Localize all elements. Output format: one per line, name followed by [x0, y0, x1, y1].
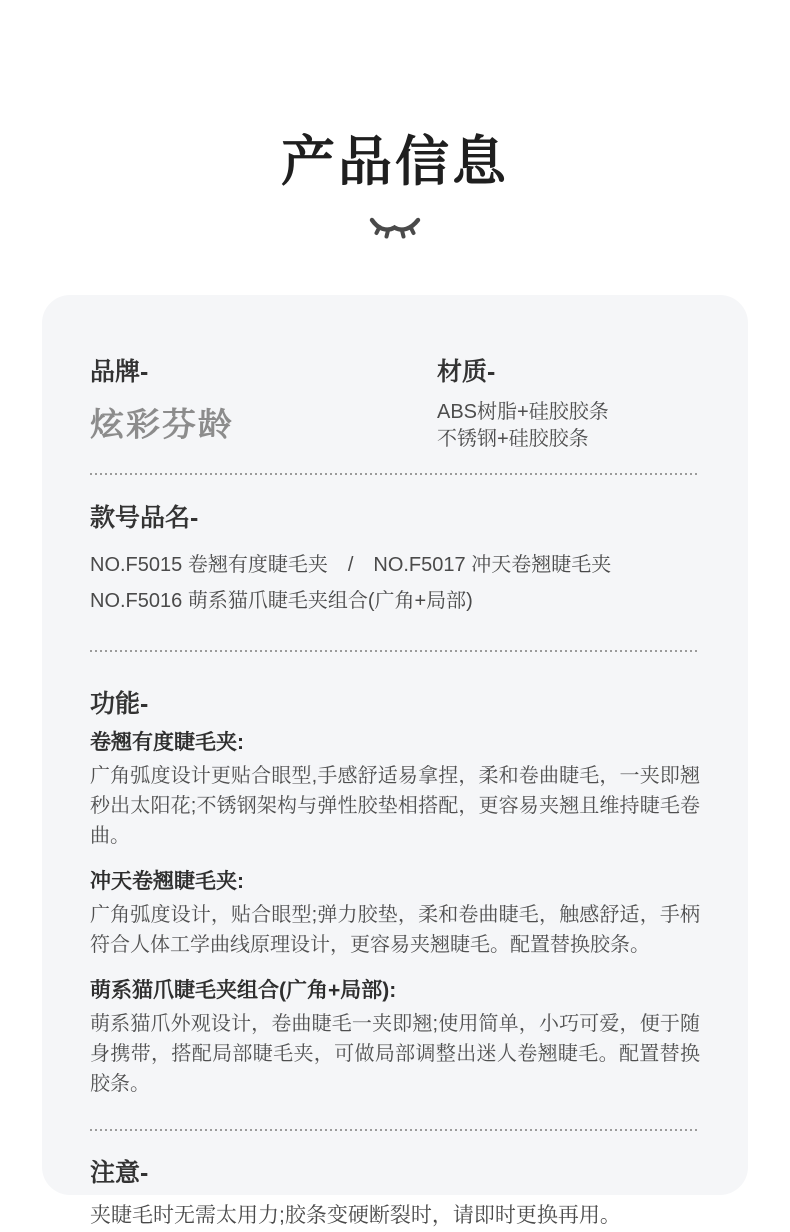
model-section [90, 503, 700, 619]
feature-item [90, 868, 700, 960]
notice-section [90, 1158, 700, 1231]
model-label: 款号品名- [90, 503, 199, 532]
product-info-card [42, 295, 748, 1227]
notice-text: 夹睫毛时无需太用力;胶条变硬断裂时，请即时更换再用。 [90, 1203, 621, 1227]
material-label: 材质- [437, 357, 496, 386]
material-line: 不锈钢+硅胶胶条 [437, 427, 589, 450]
brand-material-row [90, 357, 700, 453]
feature-description: 广角弧度设计，贴合眼型;弹力胶垫，柔和卷曲睫毛，触感舒适，手柄符合人体工学曲线原理设计，更容易夹翘睫毛。配置替换胶条。 [90, 903, 700, 956]
brand-section [90, 357, 437, 453]
feature-item [90, 977, 700, 1099]
dotted-divider [90, 473, 700, 475]
dotted-divider [90, 650, 700, 652]
feature-name: 冲天卷翘睫毛夹: [90, 869, 244, 893]
page-header [0, 0, 790, 243]
function-label: 功能- [90, 689, 149, 718]
dotted-divider [90, 1129, 700, 1131]
notice-label: 注意- [90, 1158, 149, 1187]
function-section [90, 689, 700, 1099]
model-line: NO.F5016 萌系猫爪睫毛夹组合(广角+局部) [90, 589, 473, 612]
page-title: 产品信息 [281, 132, 509, 192]
feature-description: 萌系猫爪外观设计，卷曲睫毛一夹即翘;使用简单，小巧可爱，便于随身携带，搭配局部睫毛夹，可做局部调整出迷人卷翘睫毛。配置替换胶条。 [90, 1012, 700, 1095]
closed-eye-lashes-icon [0, 213, 790, 243]
feature-name: 卷翘有度睫毛夹: [90, 730, 244, 754]
feature-description: 广角弧度设计更贴合眼型,手感舒适易拿捏，柔和卷曲睫毛，一夹即翘秒出太阳花;不锈钢架构与弹性胶垫相搭配，更容易夹翘且维持睫毛卷曲。 [90, 764, 700, 847]
material-section [437, 357, 700, 453]
material-line: ABS树脂+硅胶胶条 [437, 400, 609, 423]
model-line: NO.F5015 卷翘有度睫毛夹 / NO.F5017 冲天卷翘睫毛夹 [90, 553, 612, 576]
feature-name: 萌系猫爪睫毛夹组合(广角+局部): [90, 978, 397, 1002]
brand-logo: 炫彩芬龄 [90, 406, 234, 444]
feature-item [90, 729, 700, 851]
brand-label: 品牌- [90, 357, 149, 386]
